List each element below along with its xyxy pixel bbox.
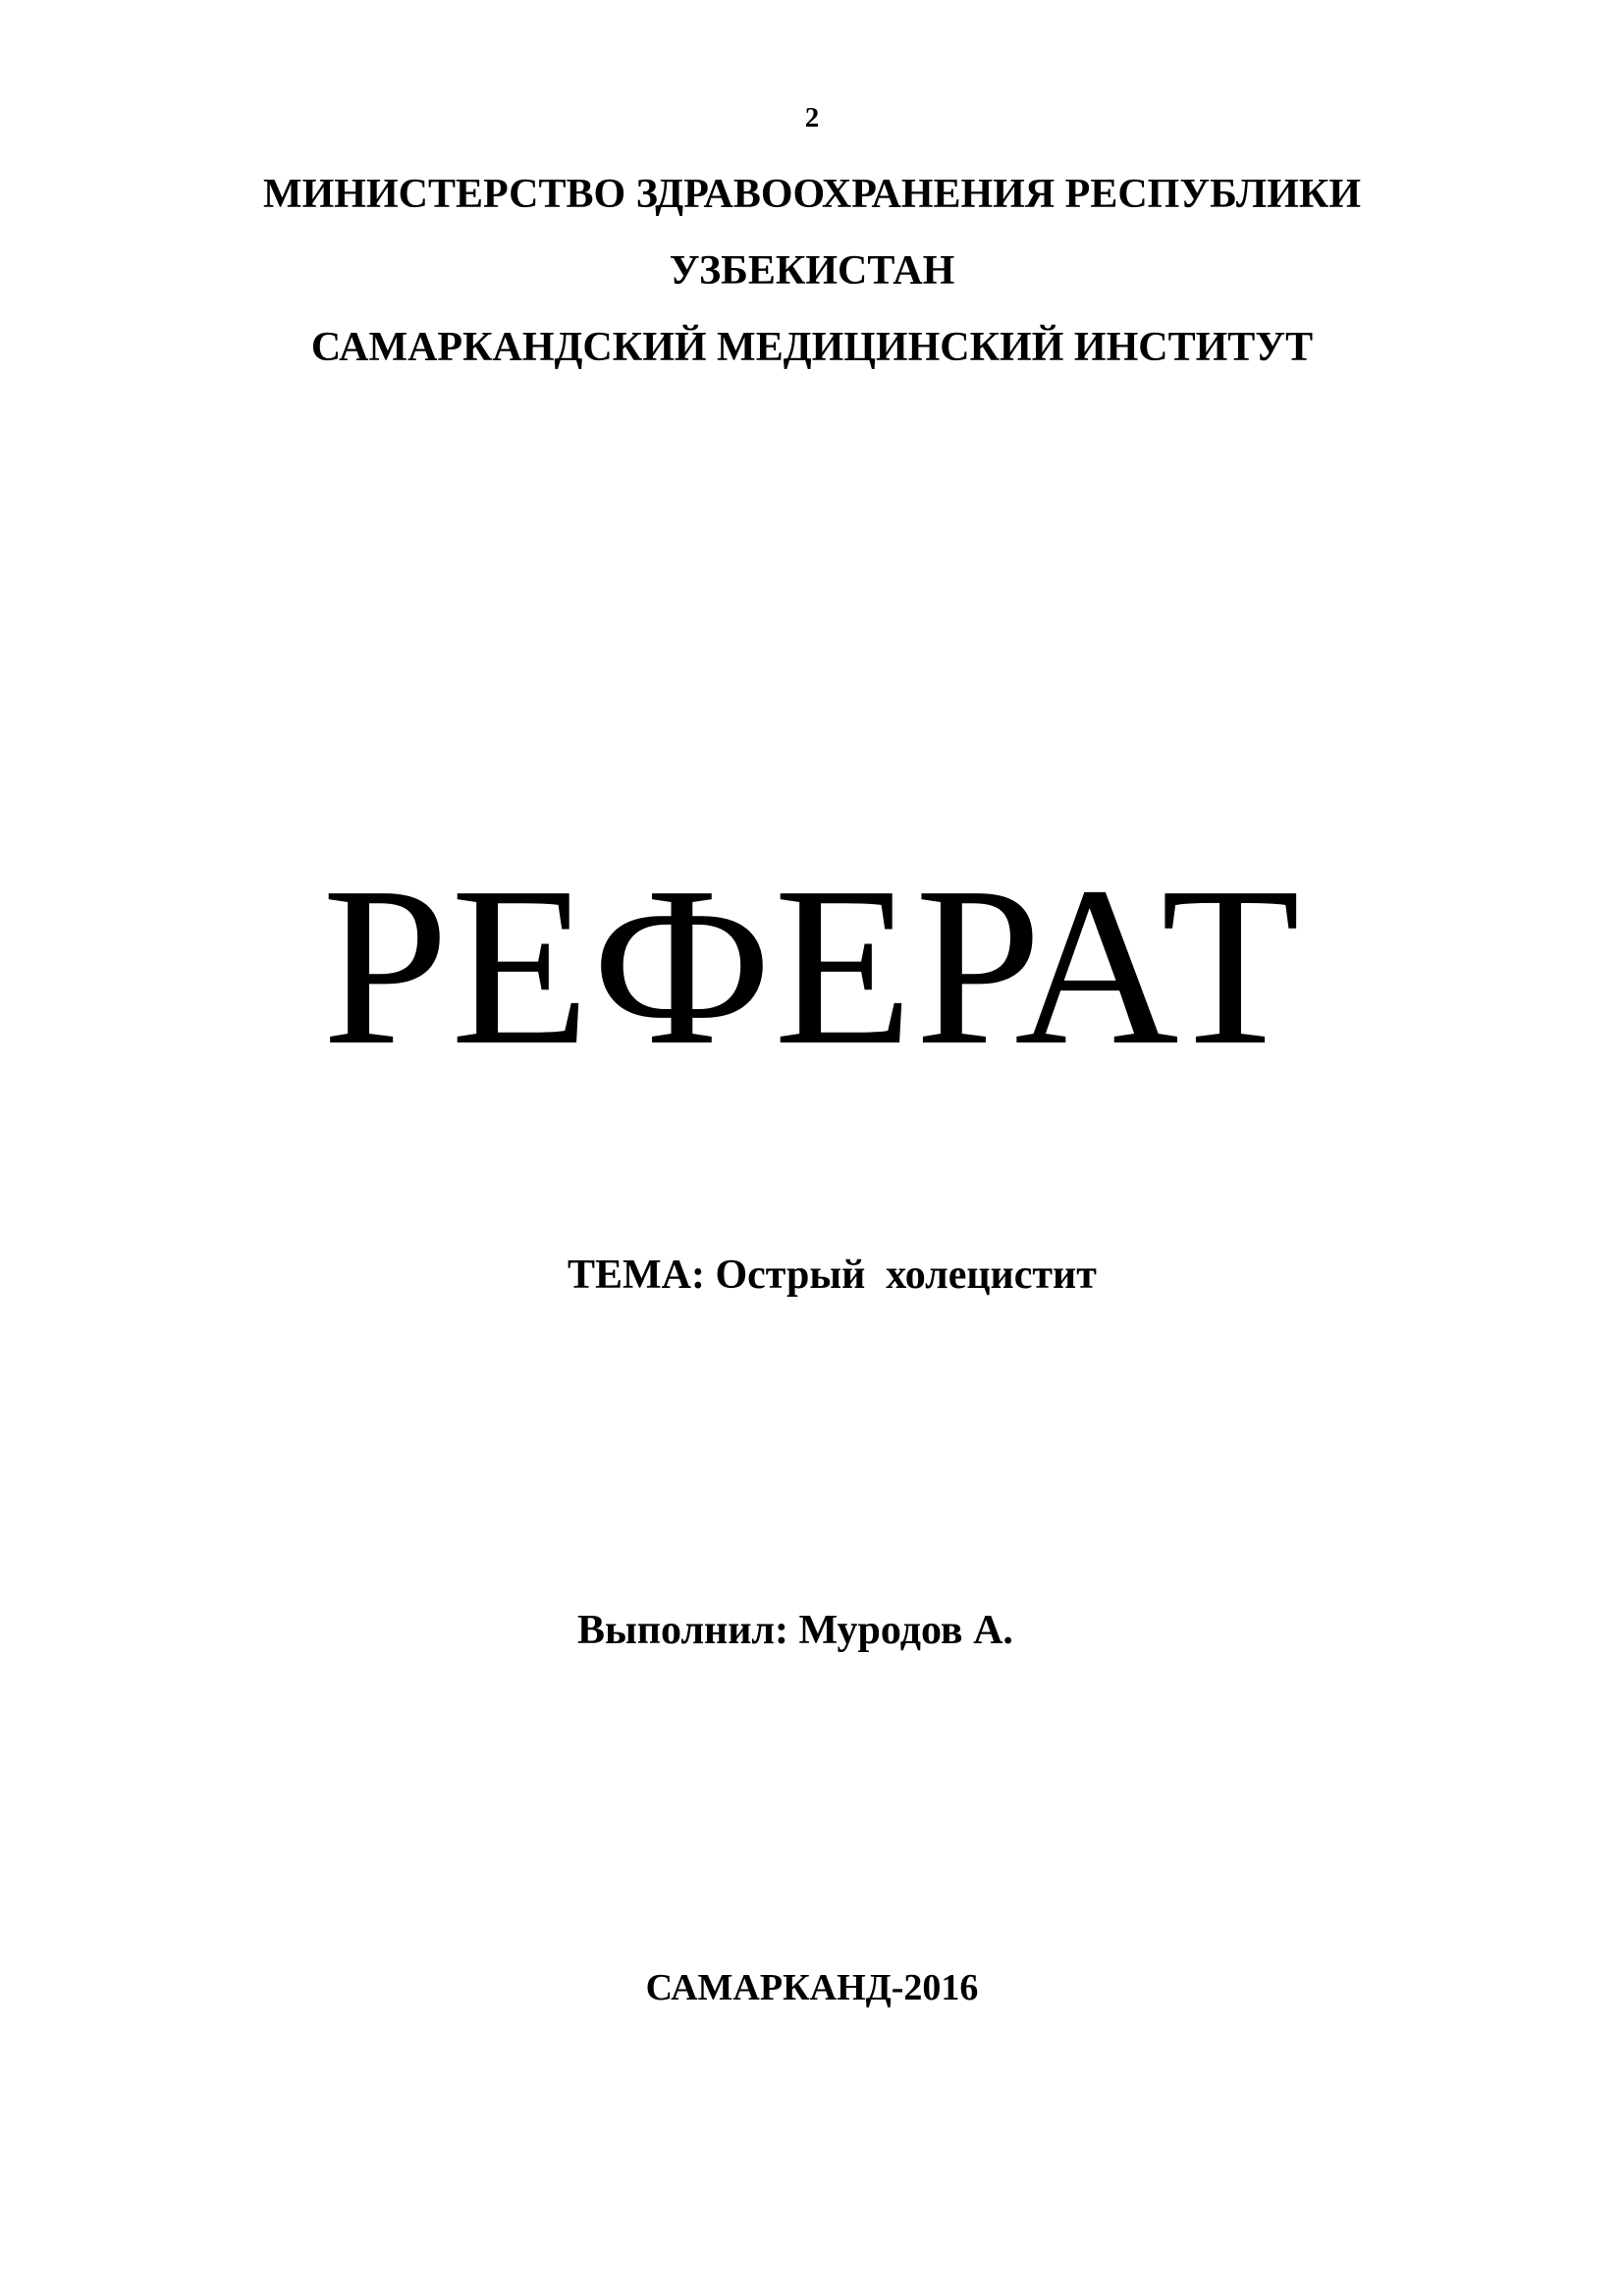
topic-line [568, 1248, 1097, 1303]
ministry-name-line1: МИНИСТЕРСТВО ЗДРАВООХРАНЕНИЯ РЕСПУБЛИКИ [263, 172, 1361, 217]
ministry-name-line2: УЗБЕКИСТАН [669, 248, 955, 294]
city-year: САМАРКАНД-2016 [645, 1967, 979, 2008]
author-label: Выполнил: [577, 1608, 788, 1653]
document-type-title: РЕФЕРАТ [322, 840, 1302, 1093]
author-name: Муродов А. [798, 1608, 1013, 1653]
topic-value: Острый холецистит [715, 1253, 1097, 1298]
institute-name: САМАРКАНДСКИЙ МЕДИЦИНСКИЙ ИНСТИТУТ [310, 325, 1314, 370]
page-number: 2 [804, 102, 820, 133]
author-line [577, 1603, 1013, 1658]
topic-label: ТЕМА: [568, 1253, 705, 1298]
